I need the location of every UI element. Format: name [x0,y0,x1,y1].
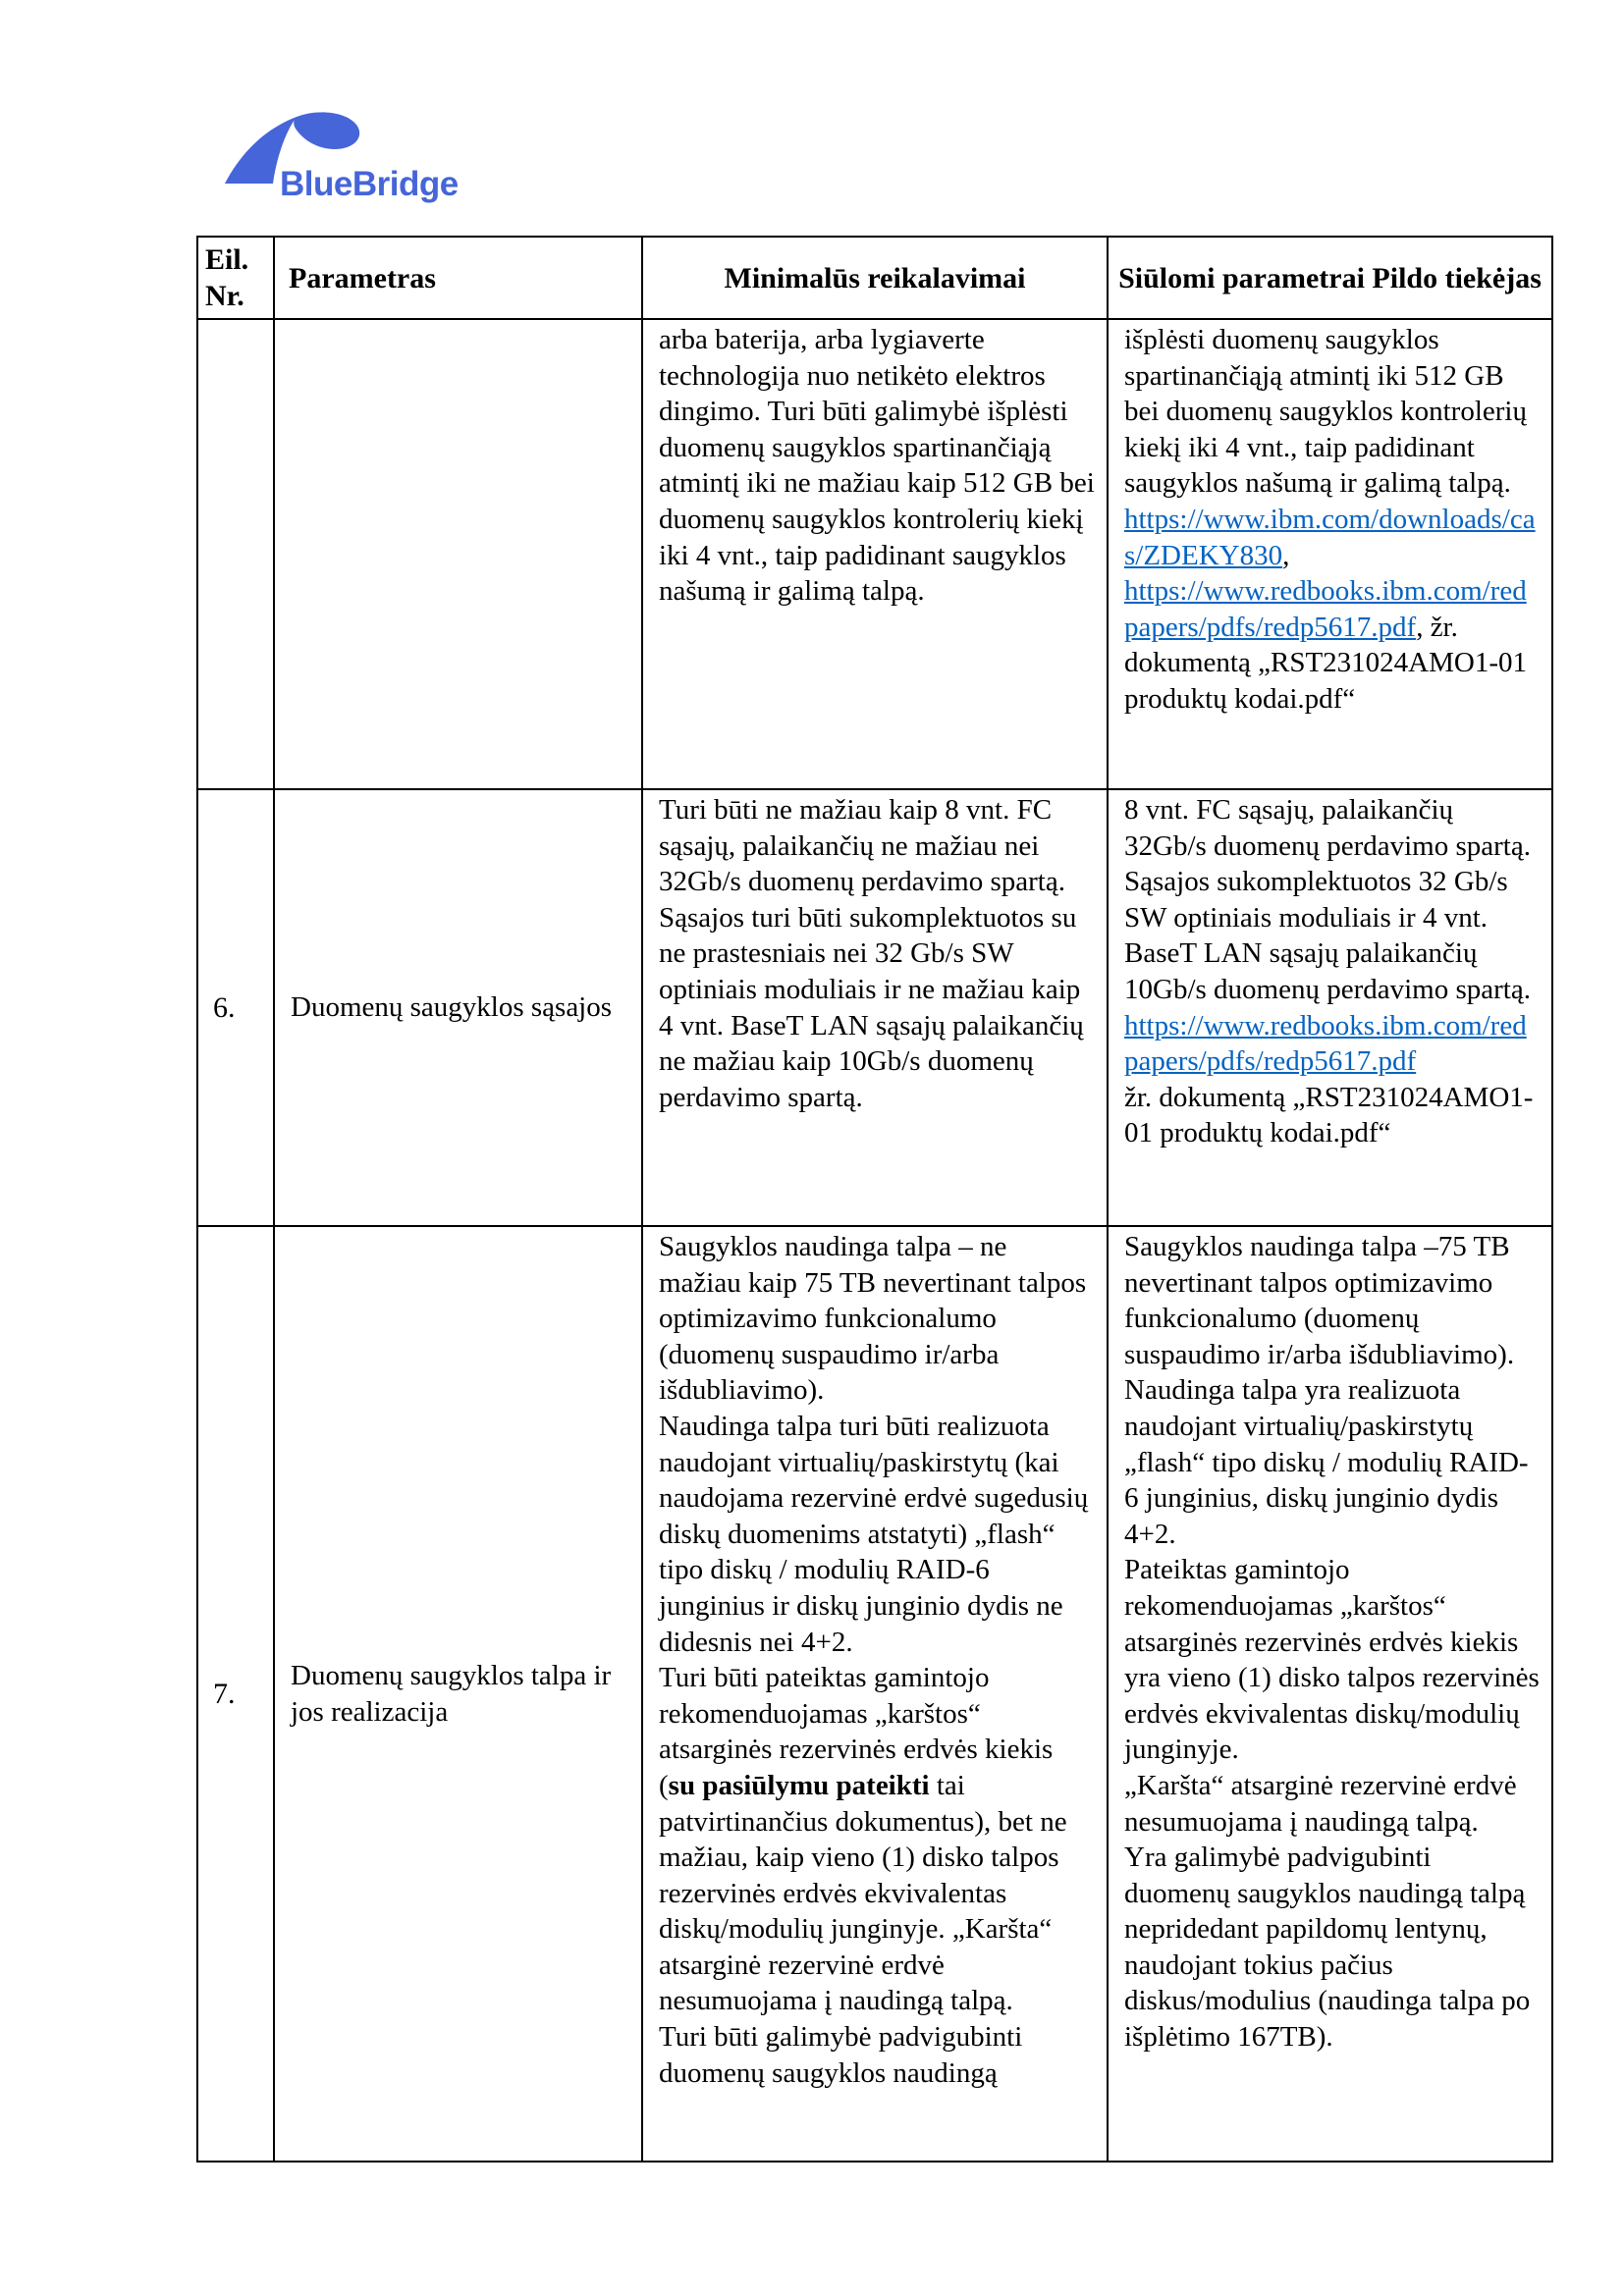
brand-text: BlueBridge [280,165,459,203]
cell-minimalus-reikalavimai: Turi būti ne mažiau kaip 8 vnt. FC sąsajų, palaikančių ne mažiau nei 32Gb/s duomenų perdavimo spartą. Sąsajos turi būti sukomplektuotos su ne prastesniais nei 32 Gb/s SW optiniais moduliais ir ne mažiau kaip 4 vnt. BaseT LAN sąsajų palaikančių ne mažiau kaip 10Gb/s duomenų perdavimo spartą. [642,789,1108,1226]
header-minimalus-reikalavimai: Minimalūs reikalavimai [642,237,1108,319]
spec-table [196,236,1553,2163]
cell-siulomi-parametrai: išplėsti duomenų saugyklos spartinančiąją atmintį iki 512 GB bei duomenų saugyklos kontrolerių kiekį iki 4 vnt., taip padidinant saugyklos našumą ir galimą talpą. https://www.ibm.com/downloads/cas/ZDEKY830, https://www.redbooks.ibm.com/redpapers/pdfs/redp5617.pdf, žr. dokumentą „RST231024AMO1-01 produktų kodai.pdf“ [1108,319,1552,789]
bluebridge-logo [224,110,518,218]
table-row [197,1226,1552,2162]
hyperlink[interactable]: https://www.ibm.com/downloads/cas/ZDEKY830 [1124,503,1536,571]
table-row [197,789,1552,1226]
header-parametras: Parametras [274,237,642,319]
cell-siulomi-parametrai: 8 vnt. FC sąsajų, palaikančių 32Gb/s duomenų perdavimo spartą. Sąsajos sukomplektuotos 32 Gb/s SW optiniais moduliais ir 4 vnt. BaseT LAN sąsajų palaikančių 10Gb/s duomenų perdavimo spartą. https://www.redbooks.ibm.com/redpapers/pdfs/redp5617.pdf žr. dokumentą „RST231024AMO1-01 produktų kodai.pdf“ [1108,789,1552,1226]
cell-eil-nr: 7. [197,1226,274,2162]
cell-minimalus-reikalavimai: Saugyklos naudinga talpa – ne mažiau kaip 75 TB nevertinant talpos optimizavimo funkcionalumo (duomenų suspaudimo ir/arba išdubliavimo). Naudinga talpa turi būti realizuota naudojant virtualių/paskirstytų (kai naudojama rezervinė erdvė sugedusių diskų duomenims atstatyti) „flash“ tipo diskų / modulių RAID-6 junginius ir diskų junginio dydis ne didesnis nei 4+2. Turi būti pateiktas gamintojo rekomenduojamas „karštos“ atsarginės rezervinės erdvės kiekis (su pasiūlymu pateikti tai patvirtinančius dokumentus), bet ne mažiau, kaip vieno (1) disko talpos rezervinės erdvės ekvivalentas diskų/modulių junginyje. „Karšta“ atsarginė rezervinė erdvė nesumuojama į naudingą talpą. Turi būti galimybė padvigubinti duomenų saugyklos naudingą [642,1226,1108,2162]
cell-siulomi-parametrai: Saugyklos naudinga talpa –75 TB nevertinant talpos optimizavimo funkcionalumo (duomenų suspaudimo ir/arba išdubliavimo). Naudinga talpa yra realizuota naudojant virtualių/paskirstytų „flash“ tipo diskų / modulių RAID-6 junginius, diskų junginio dydis 4+2. Pateiktas gamintojo rekomenduojamas „karštos“ atsarginės rezervinės erdvės kiekis yra vieno (1) disko talpos rezervinės erdvės ekvivalentas diskų/modulių junginyje. „Karšta“ atsarginė rezervinė erdvė nesumuojama į naudingą talpą. Yra galimybė padvigubinti duomenų saugyklos naudingą talpą nepridedant papildomų lentynų, naudojant tokius pačius diskus/modulius (naudinga talpa po išplėtimo 167TB). [1108,1226,1552,2162]
table-header-row [197,237,1552,319]
header-siulomi-parametrai: Siūlomi parametrai Pildo tiekėjas [1108,237,1552,319]
bold-text: su pasiūlymu pateikti [668,1769,930,1801]
cell-parametras: Duomenų saugyklos sąsajos [274,789,642,1226]
cell-eil-nr: 6. [197,789,274,1226]
cell-minimalus-reikalavimai: arba baterija, arba lygiaverte technologija nuo netikėto elektros dingimo. Turi būti galimybė išplėsti duomenų saugyklos spartinančiąją atmintį iki ne mažiau kaip 512 GB bei duomenų saugyklos kontrolerių kiekį iki 4 vnt., taip padidinant saugyklos našumą ir galimą talpą. [642,319,1108,789]
cell-parametras [274,319,642,789]
table-row [197,319,1552,789]
header-eil-nr: Eil. Nr. [197,237,274,319]
cell-eil-nr [197,319,274,789]
cell-parametras: Duomenų saugyklos talpa ir jos realizacija [274,1226,642,2162]
hyperlink[interactable]: https://www.redbooks.ibm.com/redpapers/pdfs/redp5617.pdf [1124,575,1527,643]
hyperlink[interactable]: https://www.redbooks.ibm.com/redpapers/pdfs/redp5617.pdf [1124,1009,1527,1078]
